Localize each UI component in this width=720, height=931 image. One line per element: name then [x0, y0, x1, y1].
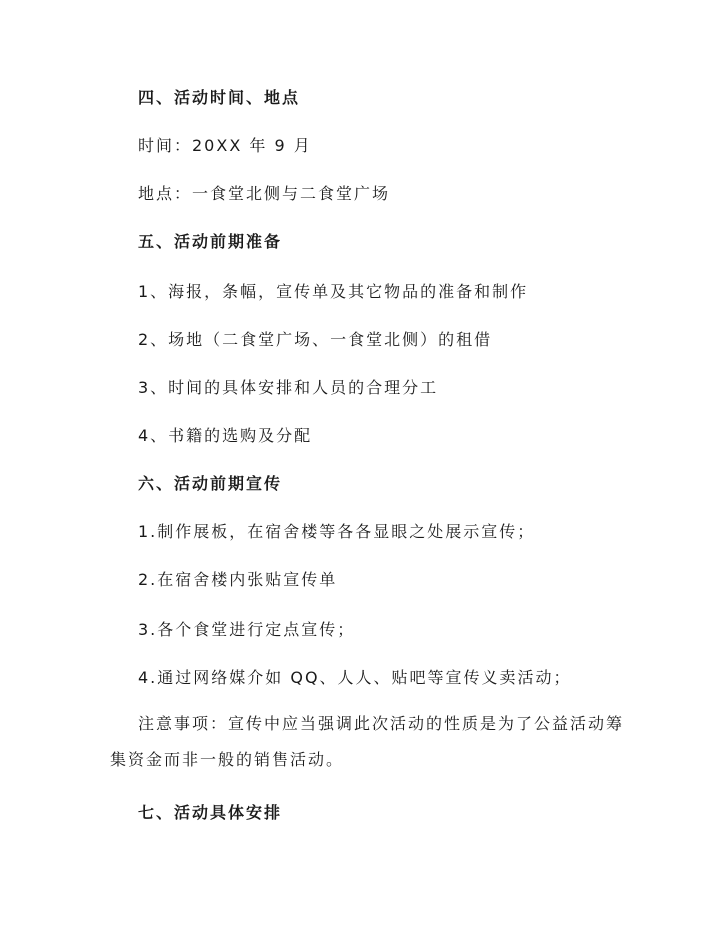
prep-item: 2、场地（二食堂广场、一食堂北侧）的租借 — [138, 330, 493, 349]
notice-paragraph: 注意事项：宣传中应当强调此次活动的性质是为了公益活动筹集资金而非一般的销售活动。 — [110, 714, 625, 769]
prep-item: 1、海报，条幅，宣传单及其它物品的准备和制作 — [138, 282, 529, 301]
activity-time: 时间：20XX 年 9 月 — [138, 136, 312, 155]
promo-item: 3.各个食堂进行定点宣传； — [138, 620, 356, 639]
section-heading-6: 六、活动前期宣传 — [138, 474, 283, 493]
prep-item: 4、书籍的选购及分配 — [138, 426, 313, 445]
section-heading-5: 五、活动前期准备 — [138, 232, 283, 251]
promo-item: 1.制作展板，在宿舍楼等各各显眼之处展示宣传； — [138, 522, 536, 541]
section-heading-4: 四、活动时间、地点 — [138, 88, 301, 107]
section-heading-7: 七、活动具体安排 — [138, 803, 283, 822]
activity-place: 地点：一食堂北侧与二食堂广场 — [138, 184, 391, 203]
prep-item: 3、时间的具体安排和人员的合理分工 — [138, 378, 439, 397]
promo-item: 4.通过网络媒介如 QQ、人人、贴吧等宣传义卖活动； — [138, 668, 572, 687]
promo-item: 2.在宿舍楼内张贴宣传单 — [138, 570, 338, 589]
